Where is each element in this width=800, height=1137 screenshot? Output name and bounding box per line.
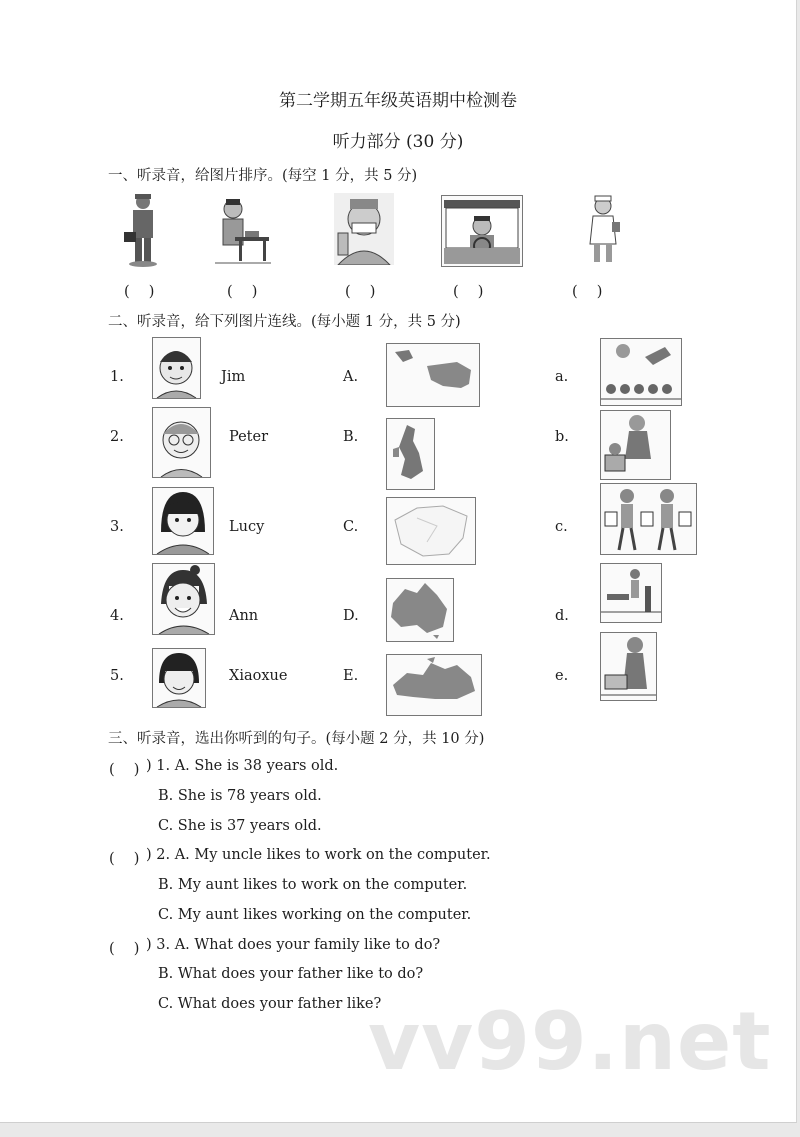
- cooking-picture: [600, 410, 671, 480]
- watermark-text: vv99.net: [368, 995, 772, 1088]
- driver-picture: [441, 195, 523, 267]
- row-number: 4.: [110, 608, 124, 624]
- usa-map: [386, 343, 480, 407]
- section1-heading: 一、听录音，给图片排序。(每空 1 分，共 5 分): [108, 168, 418, 184]
- row-number: 2.: [110, 429, 124, 445]
- china-map: [386, 497, 476, 565]
- question-3-option-b: B. What does your father like to do?: [158, 966, 424, 982]
- canada-map: [386, 654, 482, 716]
- answer-blank-5[interactable]: ( ): [572, 284, 603, 300]
- question-1-option-c: C. She is 37 years old.: [158, 818, 322, 834]
- child-name: Lucy: [229, 519, 265, 535]
- answer-blank[interactable]: ( ): [109, 941, 140, 957]
- page-title: 第二学期五年级英语期中检测卷: [279, 91, 517, 111]
- map-letter: B.: [343, 429, 359, 445]
- shopping-picture: [600, 483, 697, 555]
- activity-letter: c.: [555, 519, 568, 535]
- question-3-option-c: C. What does your father like?: [158, 996, 382, 1012]
- child-name: Ann: [229, 608, 259, 624]
- question-1-option-b: B. She is 78 years old.: [158, 788, 322, 804]
- uk-map: [386, 418, 435, 490]
- question-3-option-a: ) 3. A. What does your family like to do?: [146, 937, 441, 953]
- row-number: 3.: [110, 519, 124, 535]
- lucy-portrait: [152, 487, 214, 555]
- australia-map: [386, 578, 454, 642]
- map-letter: C.: [343, 519, 359, 535]
- answer-blank-3[interactable]: ( ): [345, 284, 376, 300]
- row-number: 5.: [110, 668, 124, 684]
- baking-picture: [600, 632, 657, 701]
- park-picture: [600, 563, 662, 623]
- watering-flowers-picture: [600, 338, 682, 406]
- question-2-option-b: B. My aunt likes to work on the computer.: [158, 877, 468, 893]
- nurse-picture: [584, 194, 622, 266]
- answer-blank-4[interactable]: ( ): [453, 284, 484, 300]
- teacher-picture: [215, 195, 271, 265]
- xiaoxue-portrait: [152, 648, 206, 708]
- worker-picture: [122, 192, 164, 268]
- answer-blank-2[interactable]: ( ): [227, 284, 258, 300]
- listening-subtitle: 听力部分 (30 分): [332, 132, 464, 152]
- section3-heading: 三、听录音，选出你听到的句子。(每小题 2 分，共 10 分): [108, 731, 485, 747]
- ann-portrait: [152, 563, 215, 635]
- question-1-option-a: ) 1. A. She is 38 years old.: [146, 758, 339, 774]
- answer-blank[interactable]: ( ): [109, 851, 140, 867]
- section2-heading: 二、听录音，给下列图片连线。(每小题 1 分，共 5 分): [108, 314, 461, 330]
- child-name: Jim: [221, 369, 246, 385]
- child-name: Peter: [229, 429, 269, 445]
- activity-letter: e.: [555, 668, 569, 684]
- answer-blank[interactable]: ( ): [109, 762, 140, 778]
- activity-letter: b.: [555, 429, 569, 445]
- map-letter: D.: [343, 608, 359, 624]
- question-2-option-c: C. My aunt likes working on the computer.: [158, 907, 472, 923]
- question-2-option-a: ) 2. A. My uncle likes to work on the computer.: [146, 847, 491, 863]
- jim-portrait: [152, 337, 201, 399]
- answer-blank-1[interactable]: ( ): [124, 284, 155, 300]
- child-name: Xiaoxue: [229, 668, 288, 684]
- row-number: 1.: [110, 369, 124, 385]
- doctor-picture: [334, 193, 394, 265]
- map-letter: A.: [343, 369, 359, 385]
- activity-letter: a.: [555, 369, 569, 385]
- peter-portrait: [152, 407, 211, 478]
- activity-letter: d.: [555, 608, 569, 624]
- map-letter: E.: [343, 668, 359, 684]
